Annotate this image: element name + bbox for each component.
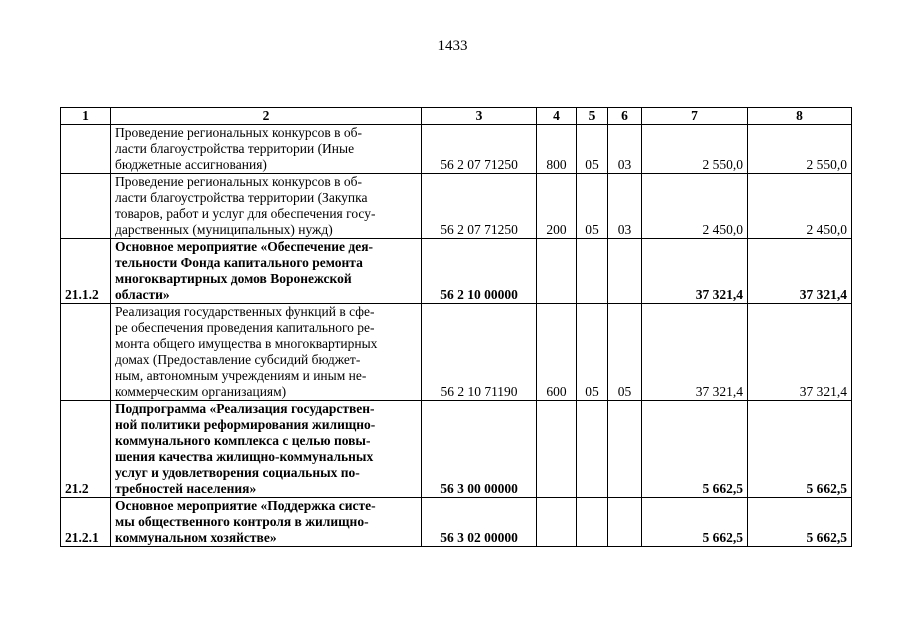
subsection-code: 03 [608,174,642,239]
subsection-code [608,498,642,547]
amount-col-7: 5 662,5 [642,498,748,547]
section-code: 05 [577,174,608,239]
row-name-line: коммунального комплекса с целью повы- [115,433,371,448]
row-number: 21.2.1 [61,498,111,547]
budget-code: 56 2 10 71190 [422,304,537,401]
expense-type: 600 [537,304,577,401]
table-row [61,239,852,304]
table-row [61,498,852,547]
amount-col-8: 2 450,0 [748,174,852,239]
column-header: 6 [608,108,642,125]
budget-table [60,107,852,547]
row-number [61,304,111,401]
row-name-line: ласти благоустройства территории (Иные [115,141,355,156]
amount-col-7: 37 321,4 [642,304,748,401]
row-name-line: шения качества жилищно-коммунальных [115,449,374,464]
row-name-line: требностей населения» [115,481,257,496]
amount-col-8: 37 321,4 [748,239,852,304]
table-row [61,125,852,174]
row-name [111,239,422,304]
row-name-line: коммерческим организациям) [115,384,287,399]
row-name-line: Реализация государственных функций в сфе- [115,304,375,319]
row-name [111,174,422,239]
row-name-line: коммунальном хозяйстве» [115,530,277,545]
row-name-line: ласти благоустройства территории (Закупка [115,190,368,205]
amount-col-8: 5 662,5 [748,401,852,498]
page-number: 1433 [437,38,468,54]
row-name [111,304,422,401]
subsection-code: 05 [608,304,642,401]
expense-type: 800 [537,125,577,174]
column-header: 8 [748,108,852,125]
row-name [111,125,422,174]
budget-code: 56 3 02 00000 [422,498,537,547]
row-name-line: ре обеспечения проведения капитального ре- [115,320,375,335]
budget-code: 56 2 07 71250 [422,174,537,239]
expense-type: 200 [537,174,577,239]
row-name-line: дарственных (муниципальных) нужд) [115,222,333,237]
table-header-row [61,108,852,125]
subsection-code: 03 [608,125,642,174]
section-code [577,498,608,547]
row-name [111,498,422,547]
table-row [61,174,852,239]
section-code: 05 [577,304,608,401]
row-name-line: монта общего имущества в многоквартирных [115,336,378,351]
row-name-line: Основное мероприятие «Поддержка систе- [115,498,376,513]
budget-code: 56 2 10 00000 [422,239,537,304]
amount-col-7: 2 450,0 [642,174,748,239]
column-header: 3 [422,108,537,125]
amount-col-8: 2 550,0 [748,125,852,174]
row-name-line: многоквартирных домов Воронежской [115,271,352,286]
row-name-line: Проведение региональных конкурсов в об- [115,125,363,140]
subsection-code [608,401,642,498]
row-name-line: бюджетные ассигнования) [115,157,267,172]
section-code [577,401,608,498]
amount-col-7: 37 321,4 [642,239,748,304]
row-name [111,401,422,498]
table-row [61,304,852,401]
row-number: 21.1.2 [61,239,111,304]
row-name-line: области» [115,287,170,302]
row-name-line: товаров, работ и услуг для обеспечения госу- [115,206,376,221]
row-name-line: Основное мероприятие «Обеспечение дея- [115,239,374,254]
expense-type [537,498,577,547]
row-name-line: домах (Предоставление субсидий бюджет- [115,352,361,367]
amount-col-8: 37 321,4 [748,304,852,401]
column-header: 4 [537,108,577,125]
budget-code: 56 3 00 00000 [422,401,537,498]
amount-col-7: 5 662,5 [642,401,748,498]
section-code [577,239,608,304]
row-name-line: ным, автономным учреждениям и иным не- [115,368,367,383]
row-name-line: мы общественного контроля в жилищно- [115,514,369,529]
column-header: 7 [642,108,748,125]
table-row [61,401,852,498]
budget-code: 56 2 07 71250 [422,125,537,174]
expense-type [537,239,577,304]
subsection-code [608,239,642,304]
expense-type [537,401,577,498]
column-header: 2 [111,108,422,125]
row-name-line: ной политики реформирования жилищно- [115,417,376,432]
table-body [61,125,852,547]
column-header: 5 [577,108,608,125]
column-header: 1 [61,108,111,125]
amount-col-8: 5 662,5 [748,498,852,547]
row-number [61,125,111,174]
row-number [61,174,111,239]
row-number: 21.2 [61,401,111,498]
row-name-line: Проведение региональных конкурсов в об- [115,174,363,189]
amount-col-7: 2 550,0 [642,125,748,174]
row-name-line: услуг и удовлетворения социальных по- [115,465,360,480]
row-name-line: тельности Фонда капитального ремонта [115,255,363,270]
section-code: 05 [577,125,608,174]
row-name-line: Подпрограмма «Реализация государствен- [115,401,375,416]
